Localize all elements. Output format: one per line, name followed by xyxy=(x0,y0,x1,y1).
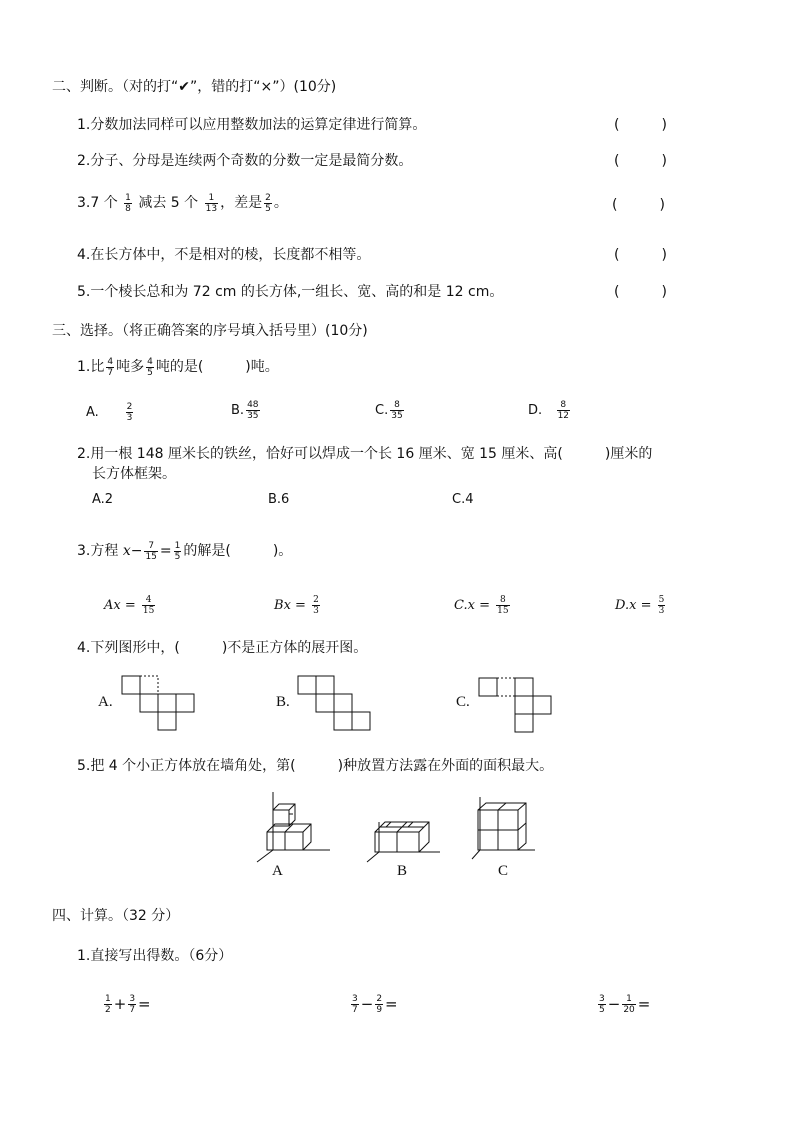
fraction: $\frac{4}{7}$ xyxy=(107,356,114,378)
choice-q3: 3.方程 x− $\frac{7}{15}$ = $\frac{1}{5}$ 的解是( )。 xyxy=(77,540,293,562)
cube-arrangement-a-figure[interactable] xyxy=(255,790,335,865)
calc-expression-1[interactable]: $\frac{1}{2}$ + $\frac{3}{7}$ = xyxy=(105,994,151,1015)
section3-title: 三、选择。（将正确答案的序号填入括号里）(10分) xyxy=(52,323,368,339)
net-label-c: C. xyxy=(456,694,470,710)
fraction: $\frac{1}{8}$ xyxy=(125,192,131,214)
choice-q2-option-a[interactable]: A.2 xyxy=(92,492,114,507)
judge-q5: 5.一个棱长总和为 72 cm 的长方体,一组长、宽、高的和是 12 cm。 xyxy=(77,284,504,300)
answer-paren[interactable]: ( ) xyxy=(612,197,665,213)
choice-q2-option-c[interactable]: C.4 xyxy=(452,492,474,507)
net-label-a: A. xyxy=(98,694,113,710)
arrangement-label-b: B xyxy=(397,863,408,879)
choice-q1-option-b[interactable]: B. $\frac{48}{35}$ xyxy=(231,400,259,421)
choice-q1: 1.比 $\frac{4}{7}$ 吨多 $\frac{4}{5}$ 吨的是( )吨。 xyxy=(77,356,279,378)
choice-q3-option-c[interactable]: C.x = $\frac{8}{15}$ xyxy=(454,595,509,616)
check-icon: ✔ xyxy=(178,79,190,95)
net-label-b: B. xyxy=(276,694,290,710)
choice-q3-option-d[interactable]: D.x = $\frac{5}{3}$ xyxy=(615,595,665,616)
judge-q2: 2.分子、分母是连续两个奇数的分数一定是最简分数。 xyxy=(77,153,413,169)
answer-paren[interactable]: ( ) xyxy=(614,247,667,263)
cube-net-c-figure[interactable] xyxy=(477,676,557,736)
choice-q1-option-c[interactable]: C. $\frac{8}{35}$ xyxy=(375,400,403,421)
choice-q1-option-d[interactable]: D. $\frac{8}{12}$ xyxy=(528,400,570,421)
choice-q5: 5.把 4 个小正方体放在墙角处，第( )种放置方法露在外面的面积最大。 xyxy=(77,758,554,774)
cube-net-a-figure[interactable] xyxy=(120,674,200,734)
choice-q4: 4.下列图形中，( )不是正方体的展开图。 xyxy=(77,640,368,656)
fraction: $\frac{4}{5}$ xyxy=(147,356,153,378)
cube-arrangement-b-figure[interactable] xyxy=(365,812,445,867)
choice-q2-line1: 2.用一根 148 厘米长的铁丝，恰好可以焊成一个长 16 厘米、宽 15 厘米、高( )厘米的 xyxy=(77,446,653,462)
arrangement-label-c: C xyxy=(498,863,509,879)
cube-net-b-figure[interactable] xyxy=(296,674,376,734)
calc-expression-2[interactable]: $\frac{3}{7}$ − $\frac{2}{9}$ = xyxy=(352,994,398,1015)
choice-q1-option-a[interactable]: A. $\frac{2}{3}$ xyxy=(86,402,133,423)
choice-q2-line2: 长方体框架。 xyxy=(92,466,176,482)
calc-q1: 1.直接写出得数。（6分） xyxy=(77,948,233,964)
calc-expression-3[interactable]: $\frac{3}{5}$ − $\frac{1}{20}$ = xyxy=(599,994,651,1015)
section4-title: 四、计算。（32 分） xyxy=(52,908,180,924)
cube-arrangement-c-figure[interactable] xyxy=(470,795,540,865)
judge-q3: 3.7 个 $\frac{1}{8}$ 减去 5 个 $\frac{1}{13}$ ，差是 $\frac{2}{5}$ 。 xyxy=(77,192,288,214)
choice-q2-option-b[interactable]: B.6 xyxy=(268,492,290,507)
fraction: $\frac{2}{5}$ xyxy=(265,192,271,214)
choice-q3-option-a[interactable]: Ax = $\frac{4}{15}$ xyxy=(104,595,155,616)
judge-q1: 1.分数加法同样可以应用整数加法的运算定律进行简算。 xyxy=(77,117,427,133)
answer-paren[interactable]: ( ) xyxy=(614,117,667,133)
arrangement-label-a: A xyxy=(272,863,283,879)
answer-paren[interactable]: ( ) xyxy=(614,153,667,169)
choice-q3-option-b[interactable]: Bx = $\frac{2}{3}$ xyxy=(274,595,319,616)
fraction: $\frac{1}{13}$ xyxy=(205,192,218,214)
judge-q4: 4.在长方体中，不是相对的棱，长度都不相等。 xyxy=(77,247,371,263)
answer-paren[interactable]: ( ) xyxy=(614,284,667,300)
section2-title: 二、判断。（对的打“✔”，错的打“×”）(10分) xyxy=(52,79,337,95)
